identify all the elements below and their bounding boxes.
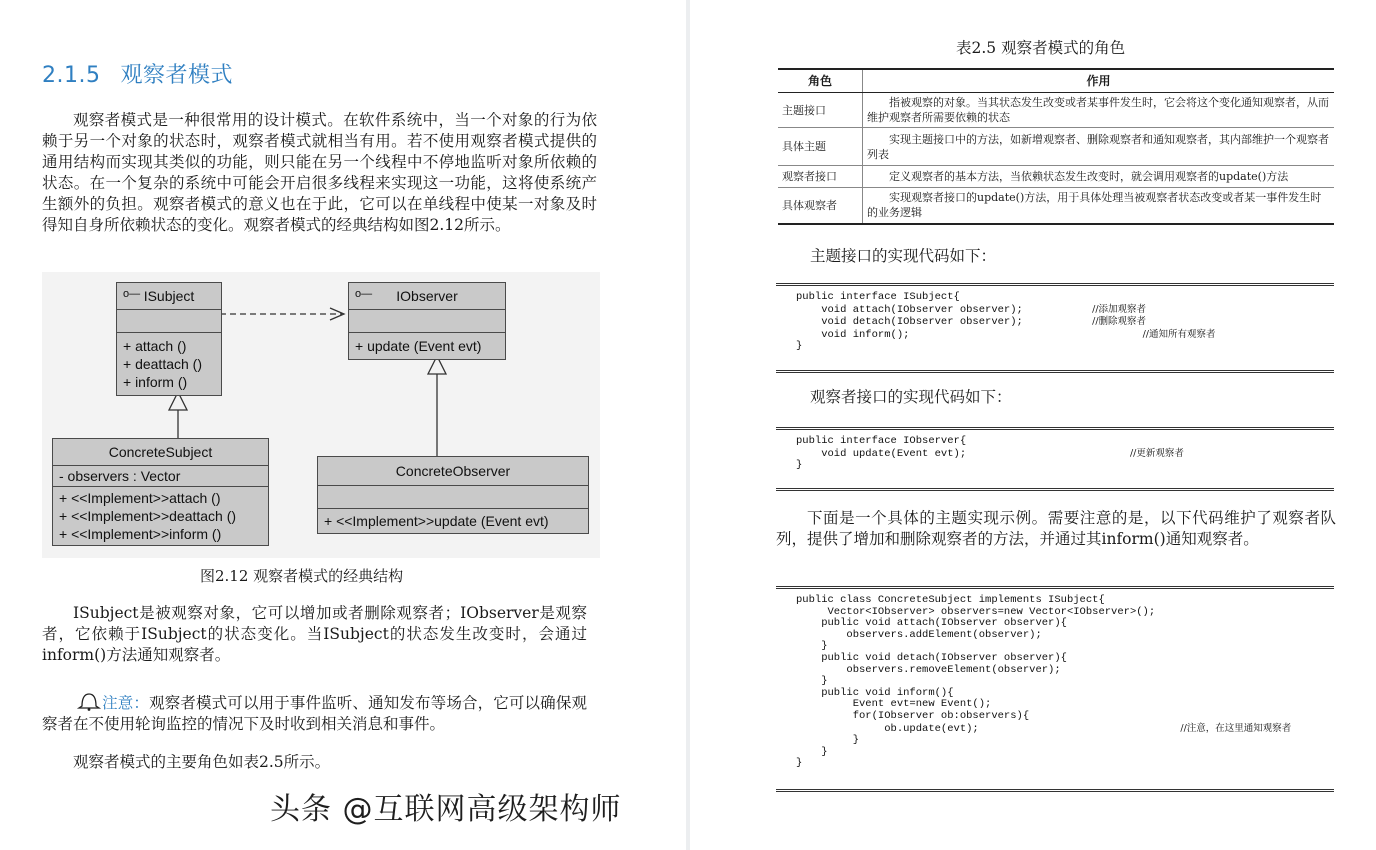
code-line: void inform();	[796, 328, 1143, 341]
isubject-operations	[117, 332, 221, 395]
code-line: void detach(IObserver observer);	[796, 316, 1093, 329]
concrete-subject-operations	[53, 486, 268, 545]
code-line: public interface IObserver{	[796, 435, 967, 447]
code-line: Event evt=new Event();	[796, 698, 992, 711]
isubject-paragraph: ISubject是被观察对象，它可以增加或者删除观察者；IObserver是观察者，它依赖于ISubject的状态变化。当ISubject的状态发生改变时，会通过inform()方法通知观察者。	[42, 604, 587, 664]
note-label: 注意：	[102, 694, 150, 712]
uml-operation: + <<Implement>>inform ()	[59, 526, 222, 542]
concrete-observer-operations	[318, 508, 588, 533]
concrete-observer-attributes	[318, 485, 588, 508]
note-paragraph	[42, 691, 587, 735]
interface-icon: o—	[123, 288, 141, 300]
left-page	[0, 0, 686, 850]
concrete-subject-code-block	[776, 586, 1334, 792]
table-cell-role: 观察者接口	[778, 166, 863, 188]
right-page	[690, 0, 1376, 850]
table-cell-role: 具体观察者	[778, 188, 863, 224]
watermark-text: 头条 @互联网高级架构师	[270, 792, 622, 827]
table-cell-purpose: 实现观察者接口的update()方法，用于具体处理当被观察者状态改变或者某一事件发生时的业务逻辑	[863, 188, 1335, 224]
code-line: }	[796, 640, 828, 653]
concrete-observer-name: ConcreteObserver	[395, 463, 511, 479]
table-cell-purpose: 实现主题接口中的方法，如新增观察者、删除观察者和通知观察者，其内部维护一个观察者列表	[863, 128, 1335, 166]
uml-operation: + attach ()	[123, 338, 187, 354]
roles-paragraph: 观察者模式的主要角色如表2.5所示。	[73, 753, 331, 771]
table-header-row	[778, 69, 1334, 93]
table-row	[778, 188, 1334, 224]
isubject-name: ISubject	[143, 288, 195, 304]
section-number: 2.1.5	[42, 63, 101, 88]
code-comment: //注意，在这里通知观察者	[1180, 722, 1292, 734]
code-line: }	[796, 757, 803, 770]
code-comment: //通知所有观察者	[1142, 328, 1216, 340]
table-row	[778, 128, 1334, 166]
bell-icon	[76, 691, 102, 711]
uml-operation: + update (Event evt)	[355, 338, 482, 354]
concrete-observer-class-box	[317, 456, 589, 534]
table-cell-purpose: 定义观察者的基本方法，当依赖状态发生改变时，就会调用观察者的update()方法	[863, 166, 1335, 188]
code-line: }	[796, 340, 803, 353]
uml-attribute: - observers : Vector	[59, 468, 181, 484]
observer-code-block	[776, 427, 1334, 491]
section-heading	[42, 58, 233, 89]
code-line: ob.update(evt);	[796, 722, 1181, 735]
concrete-subject-attributes	[53, 465, 268, 486]
uml-operation: + <<Implement>>update (Event evt)	[324, 513, 549, 529]
table-cell-purpose: 指被观察的对象。当其状态发生改变或者某事件发生时，它会将这个变化通知观察者，从而维护观察者所需要依赖的状态	[863, 93, 1335, 128]
subject-code-block	[776, 283, 1334, 373]
isubject-class-box	[116, 282, 222, 396]
code-line: void update(Event evt);	[796, 447, 1130, 460]
uml-operation: + <<Implement>>attach ()	[59, 490, 221, 506]
section-title: 观察者模式	[120, 63, 233, 88]
intro-paragraph: 观察者模式是一种很常用的设计模式。在软件系统中，当一个对象的行为依赖于另一个对象的状态时，观察者模式就相当有用。若不使用观察者模式提供的通用结构而实现其类似的功能，则只能在另一个线程中不停地监听对象所依赖的状态。在一个复杂的系统中可能会开启很多线程来实现这一功能，这将使系统产生额外的负担。观察者模式的意义也在于此，它可以在单线程中使某一对象及时得知自身所依赖状态的变化。观察者模式的经典结构如图2.12所示。	[42, 111, 597, 234]
code-line: void attach(IObserver observer);	[796, 303, 1093, 316]
table-cell-role: 具体主题	[778, 128, 863, 166]
table-row	[778, 93, 1334, 128]
code-line: }	[796, 734, 860, 747]
iobserver-attributes	[349, 309, 505, 332]
code-line: for(IObserver ob:observers){	[796, 709, 1030, 722]
code-text	[776, 430, 1334, 478]
iobserver-name: IObserver	[396, 288, 458, 304]
concrete-subject-class-box	[52, 438, 269, 546]
subject-code-intro: 主题接口的实现代码如下：	[810, 247, 997, 265]
table-row	[778, 166, 1334, 188]
concrete-subject-name: ConcreteSubject	[108, 444, 213, 460]
code-line: Vector<IObserver> observers=new Vector<IObserver>();	[796, 605, 1156, 618]
code-comment: //添加观察者	[1092, 303, 1147, 315]
uml-operation: + <<Implement>>deattach ()	[59, 508, 237, 524]
code-text	[776, 589, 1334, 776]
code-line: public void attach(IObserver observer){	[796, 617, 1067, 630]
concrete-subject-paragraph: 下面是一个具体的主题实现示例。需要注意的是，以下代码维护了观察者队列，提供了增加和删除观察者的方法，并通过其inform()通知观察者。	[776, 509, 1336, 548]
code-line: observers.removeElement(observer);	[796, 663, 1061, 676]
iobserver-class-box	[348, 282, 506, 360]
code-line: }	[796, 675, 828, 688]
uml-operation: + deattach ()	[123, 356, 202, 372]
roles-table	[778, 68, 1334, 225]
uml-operation: + inform ()	[123, 374, 188, 390]
note-text: 观察者模式可以用于事件监听、通知发布等场合，它可以确保观察者在不使用轮询监控的情况下及时收到相关消息和事件。	[42, 694, 587, 733]
code-text	[776, 286, 1334, 359]
table-caption: 表2.5 观察者模式的角色	[956, 39, 1126, 57]
observer-code-intro: 观察者接口的实现代码如下：	[810, 388, 1012, 406]
code-line: public interface ISubject{	[796, 291, 960, 303]
code-line: public void inform(){	[796, 686, 954, 699]
isubject-attributes	[117, 309, 221, 332]
code-line: observers.addElement(observer);	[796, 628, 1042, 641]
code-line: }	[796, 745, 828, 758]
table-header-purpose: 作用	[863, 69, 1335, 93]
figure-caption: 图2.12 观察者模式的经典结构	[200, 567, 404, 585]
code-comment: //删除观察者	[1092, 316, 1147, 328]
table-header-role: 角色	[778, 69, 863, 93]
interface-icon: o—	[355, 288, 373, 300]
code-line: }	[796, 459, 803, 472]
code-comment: //更新观察者	[1129, 447, 1184, 459]
code-line: public class ConcreteSubject implements ISubject{	[796, 594, 1105, 606]
table-cell-role: 主题接口	[778, 93, 863, 128]
iobserver-operations	[349, 332, 505, 359]
code-line: public void detach(IObserver observer){	[796, 651, 1067, 664]
uml-diagram	[42, 272, 600, 558]
